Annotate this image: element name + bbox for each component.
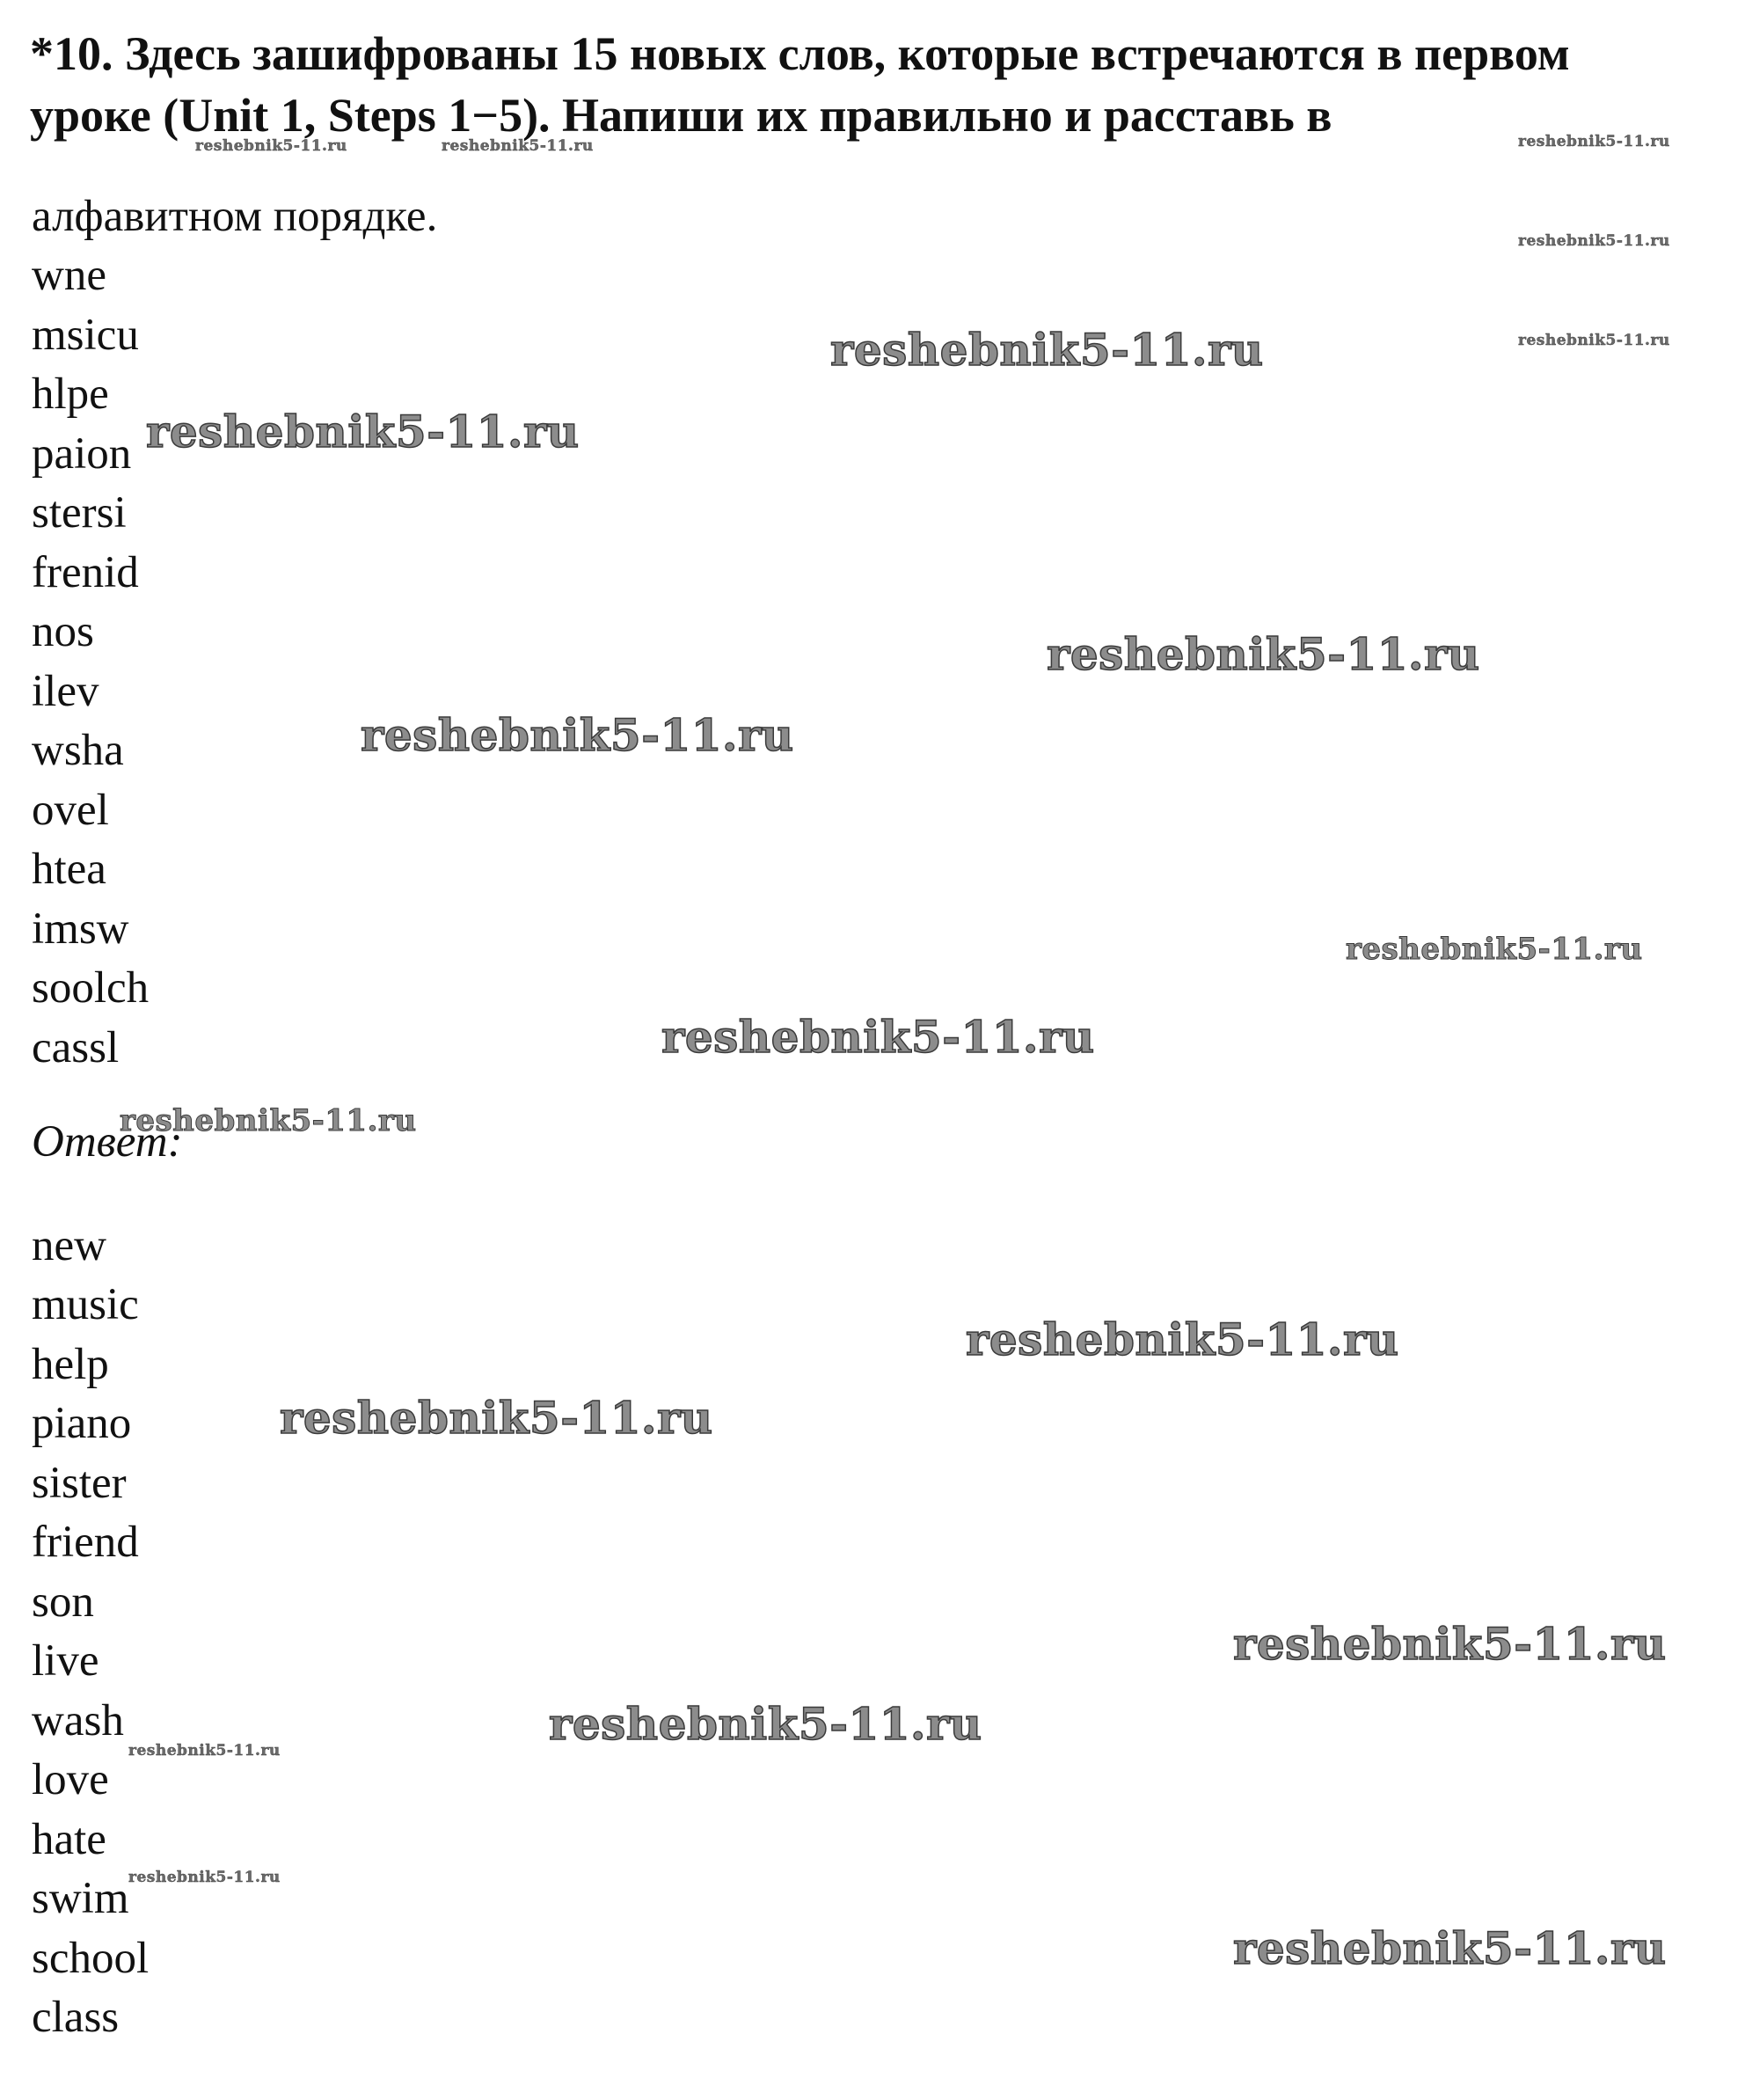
answer-word: piano <box>32 1399 132 1448</box>
task-title <box>30 23 1719 146</box>
answer-word: school <box>32 1934 150 1983</box>
answer-word: sister <box>32 1459 127 1508</box>
watermark: reshebnik5-11.ru <box>830 324 1264 376</box>
scrambled-word: ilev <box>32 667 99 716</box>
watermark: reshebnik5-11.ru <box>1233 1922 1667 1974</box>
answer-word: new <box>32 1221 106 1270</box>
watermark: reshebnik5-11.ru <box>195 137 347 155</box>
scrambled-word: soolch <box>32 963 150 1013</box>
watermark: reshebnik5-11.ru <box>966 1313 1399 1365</box>
watermark: reshebnik5-11.ru <box>1346 932 1643 967</box>
scrambled-word: msicu <box>32 311 139 360</box>
answer-word: live <box>32 1636 99 1686</box>
answer-word: hate <box>32 1815 106 1864</box>
answer-word: music <box>32 1280 139 1329</box>
scrambled-word: stersi <box>32 488 127 538</box>
watermark: reshebnik5-11.ru <box>1518 332 1670 349</box>
scrambled-word: cassl <box>32 1023 120 1072</box>
watermark: reshebnik5-11.ru <box>128 1869 281 1886</box>
scrambled-word: paion <box>32 429 132 479</box>
scrambled-word: nos <box>32 607 94 656</box>
answer-word: son <box>32 1577 94 1627</box>
watermark: reshebnik5-11.ru <box>361 709 794 761</box>
watermark: reshebnik5-11.ru <box>280 1392 713 1444</box>
watermark: reshebnik5-11.ru <box>1518 133 1670 150</box>
scrambled-word: frenid <box>32 548 139 597</box>
scrambled-word: wne <box>32 251 106 300</box>
scrambled-word: hlpe <box>32 370 109 419</box>
answer-word: class <box>32 1993 120 2042</box>
watermark: reshebnik5-11.ru <box>1047 628 1480 680</box>
scrambled-word: imsw <box>32 904 129 954</box>
scrambled-word: htea <box>32 845 106 894</box>
task-instruction: алфавитном порядке. <box>32 192 438 241</box>
scrambled-word: wsha <box>32 726 124 775</box>
answer-word: love <box>32 1755 109 1804</box>
watermark: reshebnik5-11.ru <box>661 1011 1095 1063</box>
watermark: reshebnik5-11.ru <box>442 137 594 155</box>
task-title-line-2: уроке (Unit 1, Steps 1−5). Напиши их правильно и расставь в <box>30 89 1332 142</box>
answer-word: help <box>32 1340 109 1389</box>
answer-label: Ответ: <box>32 1117 183 1167</box>
watermark: reshebnik5-11.ru <box>146 406 580 457</box>
watermark: reshebnik5-11.ru <box>1518 232 1670 250</box>
task-title-line-1: *10. Здесь зашифрованы 15 новых слов, которые встречаются в первом <box>30 27 1570 80</box>
watermark: reshebnik5-11.ru <box>549 1698 982 1750</box>
scrambled-word: ovel <box>32 786 109 835</box>
watermark: reshebnik5-11.ru <box>1233 1618 1667 1670</box>
watermark: reshebnik5-11.ru <box>120 1103 417 1138</box>
answer-word: wash <box>32 1696 124 1745</box>
answer-word: friend <box>32 1518 139 1567</box>
answer-word: swim <box>32 1874 129 1923</box>
watermark: reshebnik5-11.ru <box>128 1742 281 1760</box>
